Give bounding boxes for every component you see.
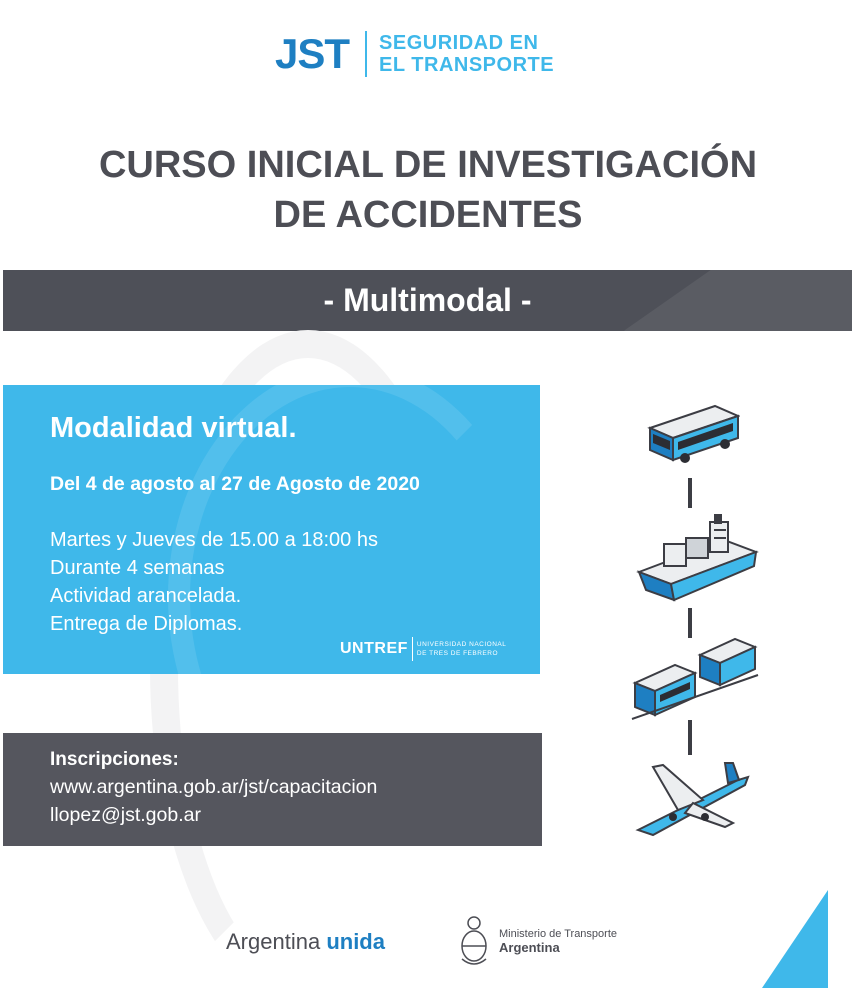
corner-triangle-decoration [760,890,830,990]
detail-duration: Durante 4 semanas [50,557,225,579]
untref-divider [412,637,413,661]
inscripciones-heading: Inscripciones: [50,749,179,770]
tagline-line-1: SEGURIDAD EN [379,32,539,54]
airplane-icon [633,755,753,840]
ministry-text [499,928,617,955]
unida-word: unida [326,929,385,954]
course-dates: Del 4 de agosto al 27 de Agosto de 2020 [50,473,420,495]
title-line-2: DE ACCIDENTES [273,194,583,236]
untref-logo [340,637,506,661]
ministry-line-2: Argentina [499,939,560,955]
jst-logo-mark: JST [275,30,350,77]
coat-of-arms-icon [457,915,491,967]
connector-line [688,720,692,755]
multimodal-band [3,270,852,331]
train-icon [630,625,760,723]
untref-name-line-2: DE TRES DE FEBRERO [416,650,499,657]
multimodal-label: - Multimodal - [323,282,532,318]
argentina-unida-logo [226,929,385,955]
logo-separator [365,31,367,77]
detail-schedule: Martes y Jueves de 15.00 a 18:00 hs [50,529,378,551]
argentina-word: Argentina [226,929,321,954]
connector-line [688,478,692,508]
contact-email-link[interactable]: llopez@jst.gob.ar [50,804,201,826]
course-title [0,140,856,240]
untref-mark: UNTREF [340,640,408,657]
course-details [50,526,378,638]
info-panel [3,385,540,674]
ministry-logo [457,915,617,967]
inscripciones-panel [3,733,542,846]
registration-link[interactable]: www.argentina.gob.ar/jst/capacitacion [50,776,378,798]
ministry-line-1: Ministerio de Transporte [499,927,617,940]
jst-tagline [379,32,554,76]
modalidad-heading: Modalidad virtual. [50,412,297,444]
ship-icon [634,510,759,602]
detail-diplomas: Entrega de Diplomas. [50,613,243,635]
jst-logo [275,30,554,78]
bus-icon [640,398,740,468]
tagline-line-2: EL TRANSPORTE [379,54,555,76]
detail-fee: Actividad arancelada. [50,585,242,607]
title-line-1: CURSO INICIAL DE INVESTIGACIÓN [98,144,758,186]
untref-name-line-1: UNIVERSIDAD NACIONAL [416,641,507,648]
untref-name [417,640,506,658]
